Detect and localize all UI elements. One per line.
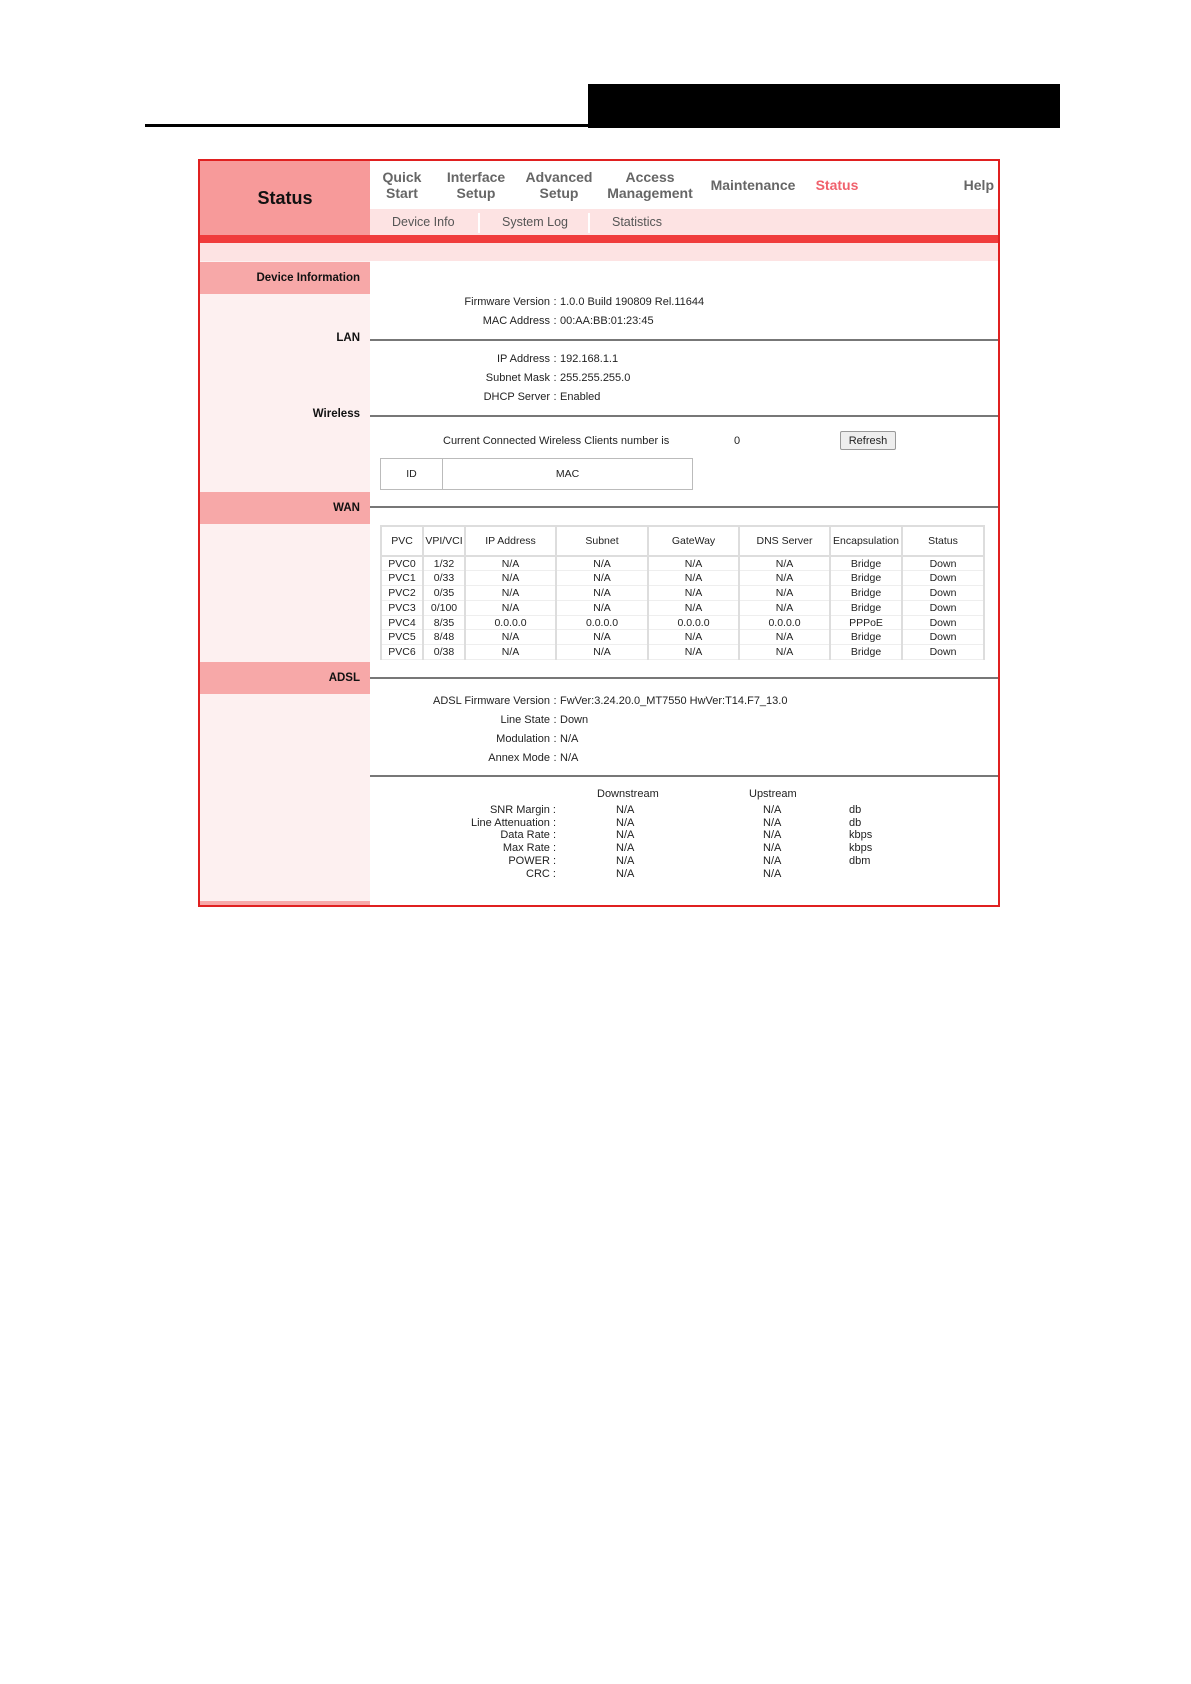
lan-ip-value: 192.168.1.1 — [560, 353, 619, 365]
wan-table-row — [381, 600, 984, 615]
lan-mask-label: Subnet Mask — [485, 372, 550, 384]
wan-table-cell: PVC0 — [381, 556, 423, 571]
wan-table-cell: N/A — [648, 645, 739, 660]
adsl-fw-value: FwVer:3.24.20.0_MT7550 HwVer:T14.F7_13.0 — [560, 695, 788, 707]
nav-label: Maintenance — [710, 177, 796, 193]
nav-label: Access — [625, 169, 675, 185]
wan-table-cell: PVC1 — [381, 571, 423, 586]
wan-table-cell: N/A — [739, 600, 830, 615]
adsl-stat-unit: db — [849, 804, 862, 816]
sub-nav — [370, 209, 998, 235]
wan-table-cell: N/A — [556, 645, 648, 660]
wan-table-cell: Down — [902, 556, 984, 571]
wan-table-cell: N/A — [465, 600, 556, 615]
adsl-modulation-label: Modulation — [496, 733, 550, 745]
wan-table-cell: Down — [902, 615, 984, 630]
mac-label: MAC Address — [482, 315, 550, 327]
wireless-clients-count: 0 — [734, 435, 741, 447]
wan-table-cell: N/A — [465, 571, 556, 586]
wireless-clients-table — [380, 458, 693, 490]
wan-table-cell: N/A — [739, 586, 830, 601]
adsl-stat-label: CRC : — [526, 867, 556, 880]
nav-label: Status — [815, 177, 859, 193]
adsl-line-state-label: Line State — [500, 714, 550, 726]
wan-table-cell: Bridge — [830, 630, 902, 645]
adsl-stat-unit: db — [849, 816, 862, 829]
lan-dhcp-label: DHCP Server — [483, 391, 550, 403]
wan-table-cell: Bridge — [830, 556, 902, 571]
left-bottom-band — [200, 901, 370, 907]
wan-table-cell: N/A — [556, 556, 648, 571]
refresh-button[interactable]: Refresh — [840, 431, 896, 450]
nav-label: Start — [386, 185, 418, 201]
adsl-stat-downstream: N/A — [616, 816, 635, 829]
firmware-value: 1.0.0 Build 190809 Rel.11644 — [560, 296, 705, 308]
wan-table-cell: 0.0.0.0 — [648, 615, 739, 630]
nav-quick-start[interactable] — [370, 161, 434, 209]
mac-value: 00:AA:BB:01:23:45 — [560, 315, 654, 327]
adsl-stat-label: Line Attenuation : — [470, 816, 556, 829]
lan-dhcp-value: Enabled — [560, 391, 601, 403]
section-wireless: Wireless — [312, 408, 360, 420]
wan-table-row — [381, 556, 984, 571]
wan-table-cell: 0.0.0.0 — [465, 615, 556, 630]
nav-advanced-setup[interactable] — [518, 161, 600, 209]
wan-table-cell: N/A — [556, 630, 648, 645]
wan-col-header: VPI/VCI — [423, 526, 465, 556]
section-divider — [370, 339, 998, 341]
adsl-stat-upstream: N/A — [763, 842, 782, 855]
wan-table-cell: N/A — [465, 645, 556, 660]
section-device-information: Device Information — [200, 262, 370, 294]
wan-col-header: PVC — [381, 526, 423, 556]
wireless-clients-label: Current Connected Wireless Clients number is — [443, 435, 670, 447]
nav-status[interactable] — [802, 161, 872, 209]
adsl-stat-downstream: N/A — [616, 804, 635, 816]
wan-table-cell: N/A — [648, 556, 739, 571]
firmware-label: Firmware Version — [464, 296, 550, 308]
adsl-stat-unit: dbm — [849, 854, 871, 867]
wan-table-cell: PVC3 — [381, 600, 423, 615]
wan-table-cell: 8/48 — [423, 630, 465, 645]
wan-table-cell: N/A — [556, 600, 648, 615]
wan-table-row — [381, 645, 984, 660]
document-header-rule — [145, 124, 588, 127]
adsl-line-state-value: Down — [560, 714, 589, 726]
wan-table-cell: Bridge — [830, 571, 902, 586]
adsl-stat-downstream: N/A — [616, 842, 635, 855]
nav-interface-setup[interactable] — [434, 161, 518, 209]
section-wan: WAN — [200, 492, 370, 524]
wan-table-cell: PVC5 — [381, 630, 423, 645]
wan-table-cell: N/A — [739, 571, 830, 586]
wan-table-cell: N/A — [556, 586, 648, 601]
router-status-screenshot — [198, 159, 1000, 907]
wan-table-cell: N/A — [648, 600, 739, 615]
subnav-system-log[interactable]: System Log — [502, 215, 569, 229]
wan-table-cell: Down — [902, 600, 984, 615]
wan-table-cell: N/A — [465, 630, 556, 645]
section-adsl: ADSL — [200, 662, 370, 694]
content-top-band — [200, 243, 998, 261]
wan-table-cell: 8/35 — [423, 615, 465, 630]
adsl-stat-downstream: N/A — [616, 829, 635, 842]
section-divider — [370, 677, 998, 679]
subnav-separator — [588, 213, 590, 233]
adsl-stat-label: Data Rate : — [500, 829, 556, 842]
wan-table-cell: Down — [902, 630, 984, 645]
wan-table-row — [381, 615, 984, 630]
wan-table-cell: 0/33 — [423, 571, 465, 586]
adsl-stat-upstream: N/A — [763, 816, 782, 829]
adsl-line-state-row: Line State : Down — [370, 714, 588, 726]
wan-col-header: Status — [902, 526, 984, 556]
section-lan: LAN — [336, 332, 360, 344]
wan-table-row — [381, 586, 984, 601]
adsl-fw-label: ADSL Firmware Version — [433, 695, 550, 707]
adsl-stat-upstream: N/A — [763, 804, 782, 816]
wan-table-cell: Down — [902, 586, 984, 601]
section-divider — [370, 415, 998, 417]
adsl-stat-downstream: N/A — [616, 854, 635, 867]
wan-table-cell: PPPoE — [830, 615, 902, 630]
nav-label: Advanced — [525, 169, 593, 185]
subnav-separator — [478, 213, 480, 233]
adsl-modulation-value: N/A — [560, 733, 579, 745]
lan-ip-label: IP Address — [497, 353, 550, 365]
wan-table-cell: N/A — [465, 556, 556, 571]
adsl-annex-value: N/A — [560, 752, 579, 764]
nav-maintenance[interactable] — [704, 161, 802, 209]
wan-table-cell: PVC4 — [381, 615, 423, 630]
subnav-statistics[interactable]: Statistics — [612, 215, 663, 229]
nav-label: Management — [607, 185, 693, 201]
wan-table-cell: 0.0.0.0 — [556, 615, 648, 630]
nav-label: Help — [963, 177, 994, 193]
col-mac-header: MAC — [443, 459, 693, 490]
wan-table-body — [381, 556, 984, 660]
wan-col-header: IP Address — [465, 526, 556, 556]
wan-table-cell: N/A — [648, 571, 739, 586]
adsl-stat-upstream: N/A — [763, 867, 782, 880]
adsl-annex-row: Annex Mode : N/A — [370, 752, 578, 764]
wan-table-cell: N/A — [739, 645, 830, 660]
upstream-header: Upstream — [749, 788, 797, 800]
nav-label: Setup — [539, 185, 579, 201]
wan-col-header: GateWay — [648, 526, 739, 556]
wan-table-cell: Bridge — [830, 586, 902, 601]
adsl-fw-row: ADSL Firmware Version : FwVer:3.24.20.0_MT7550 HwVer:T14.F7_13.0 — [370, 695, 787, 707]
lan-dhcp-row: DHCP Server : Enabled — [370, 391, 600, 403]
wan-table-cell: N/A — [648, 630, 739, 645]
wan-table-row — [381, 630, 984, 645]
section-divider — [370, 506, 998, 508]
lan-ip-row: IP Address : 192.168.1.1 — [370, 353, 618, 365]
adsl-stat-label: Max Rate : — [502, 842, 556, 855]
nav-access-management[interactable] — [600, 161, 700, 209]
adsl-stat-downstream: N/A — [616, 867, 635, 880]
nav-label: Interface — [446, 169, 506, 185]
wan-table-cell: N/A — [465, 586, 556, 601]
wan-table-cell: Down — [902, 645, 984, 660]
document-header-bar — [588, 84, 1060, 128]
wan-table-cell: 0/38 — [423, 645, 465, 660]
wan-table-cell: N/A — [648, 586, 739, 601]
wan-col-header: DNS Server — [739, 526, 830, 556]
section-divider — [370, 775, 998, 777]
adsl-annex-label: Annex Mode — [488, 752, 550, 764]
mac-row: MAC Address : 00:AA:BB:01:23:45 — [370, 315, 654, 327]
nav-help[interactable] — [902, 161, 1000, 209]
downstream-header: Downstream — [597, 788, 659, 800]
wan-table-row — [381, 571, 984, 586]
wan-table-cell: 0/100 — [423, 600, 465, 615]
wan-table-cell: PVC6 — [381, 645, 423, 660]
wan-table-cell: Bridge — [830, 645, 902, 660]
adsl-stat-upstream: N/A — [763, 829, 782, 842]
wan-table-cell: 0.0.0.0 — [739, 615, 830, 630]
lan-mask-row: Subnet Mask : 255.255.255.0 — [370, 372, 630, 384]
adsl-stat-upstream: N/A — [763, 854, 782, 867]
main-nav — [370, 161, 998, 209]
wan-table-cell: N/A — [739, 556, 830, 571]
wan-table-header — [381, 526, 984, 556]
nav-label: Quick — [382, 169, 422, 185]
wan-table-cell: N/A — [739, 630, 830, 645]
adsl-stat-label: POWER : — [508, 854, 556, 867]
subnav-device-info[interactable]: Device Info — [392, 215, 455, 229]
adsl-stat-label: SNR Margin : — [489, 804, 556, 816]
nav-accent-bar — [200, 235, 998, 243]
wan-table-cell: PVC2 — [381, 586, 423, 601]
adsl-modulation-row: Modulation : N/A — [370, 733, 578, 745]
sidebar-title: Status — [200, 161, 370, 235]
firmware-row: Firmware Version : 1.0.0 Build 190809 Rel.11644 — [370, 296, 704, 308]
lan-mask-value: 255.255.255.0 — [560, 372, 631, 384]
adsl-stat-unit: kbps — [849, 842, 873, 855]
wan-table-cell: Bridge — [830, 600, 902, 615]
wan-table-cell: 1/32 — [423, 556, 465, 571]
nav-label: Setup — [456, 185, 496, 201]
wan-table — [380, 525, 985, 660]
wan-col-header: Encapsulation — [830, 526, 902, 556]
col-id-header: ID — [381, 459, 443, 490]
wan-table-cell: 0/35 — [423, 586, 465, 601]
adsl-stat-unit: kbps — [849, 829, 873, 842]
wan-table-cell: N/A — [556, 571, 648, 586]
wan-table-cell: Down — [902, 571, 984, 586]
wan-col-header: Subnet — [556, 526, 648, 556]
